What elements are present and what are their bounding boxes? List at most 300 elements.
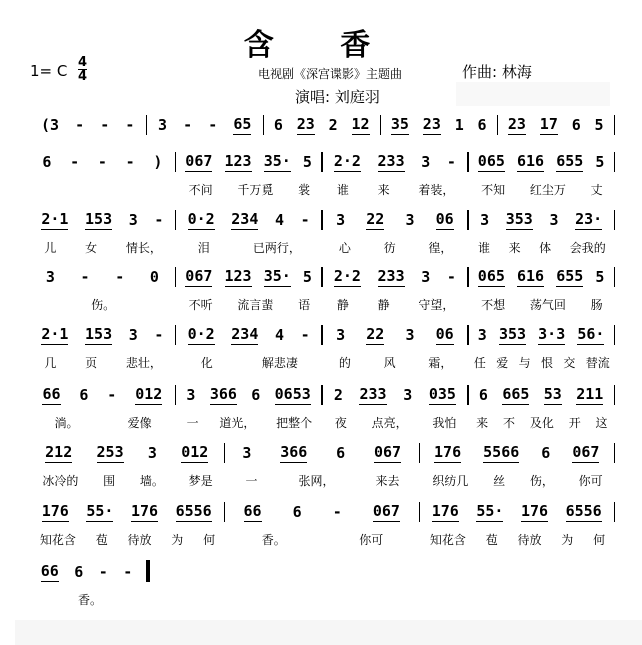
lyric-segment — [469, 239, 615, 256]
measure — [469, 325, 614, 345]
lyric-word: 为 — [171, 533, 184, 547]
note: 3 — [405, 211, 415, 229]
note: 5 — [595, 268, 605, 286]
lyric-word: 香。 — [261, 533, 286, 547]
lyric-word: 会我的 — [569, 241, 606, 255]
notes-row — [30, 267, 615, 287]
notes-row — [30, 115, 615, 135]
measure — [30, 443, 224, 463]
note: 233 — [377, 152, 405, 170]
lyric-word: 已两行， — [252, 241, 301, 255]
lyric-word: 来 — [377, 183, 390, 197]
bar-line — [614, 502, 616, 522]
note: 067 — [372, 502, 400, 520]
lyric-word: 知花含 — [429, 533, 466, 547]
note: 6 — [541, 444, 551, 462]
note: - — [183, 116, 193, 134]
lyric-word: 静 — [336, 298, 349, 312]
note: ) — [153, 153, 163, 171]
note: 23 — [296, 115, 315, 133]
note: 067 — [374, 443, 402, 461]
note: 22 — [366, 325, 385, 343]
lyrics-row — [30, 355, 615, 371]
note: - — [446, 153, 456, 171]
lyric-word: 来去 — [375, 474, 400, 488]
note: 6 — [292, 503, 302, 521]
lyric-word: 红尘万 — [529, 183, 566, 197]
lyric-word: 谁 — [478, 241, 491, 255]
measure — [30, 268, 175, 287]
note: 6556 — [175, 502, 212, 520]
note: 6 — [273, 116, 283, 134]
singer: 演唱: 刘庭羽 — [295, 88, 380, 106]
lyric-segment — [323, 354, 469, 371]
note: 153 — [85, 325, 113, 343]
lyric-word: 谁 — [336, 183, 349, 197]
lyric-word: 道光， — [219, 416, 256, 430]
lyrics-row — [30, 182, 615, 198]
measure — [30, 210, 175, 230]
measure — [381, 115, 497, 135]
measure — [264, 115, 380, 135]
lyric-segment — [323, 181, 469, 198]
measure — [420, 443, 614, 463]
bar-line — [614, 115, 616, 135]
lyric-word: 张网， — [298, 474, 335, 488]
note: 035 — [428, 385, 456, 403]
lyric-segment — [469, 296, 615, 313]
lyric-word: 体 — [539, 241, 552, 255]
note: 2·2 — [333, 267, 361, 285]
lyric-segment — [469, 354, 615, 371]
lyric-word: 恨 — [541, 356, 554, 370]
note: 3 — [128, 211, 138, 229]
lyric-segment — [420, 531, 615, 548]
note: 06 — [435, 210, 454, 228]
note: 616 — [517, 152, 545, 170]
lyric-word: 你可 — [359, 533, 384, 547]
lyric-word: 来 — [476, 416, 489, 430]
note: 6 — [79, 386, 89, 404]
measure — [323, 210, 468, 230]
lyric-word: 流言蜚 — [237, 298, 274, 312]
note: - — [332, 503, 342, 521]
lyric-word: 待放 — [127, 533, 152, 547]
note: 06 — [435, 325, 454, 343]
lyric-word: 静 — [377, 298, 390, 312]
note: - — [154, 326, 164, 344]
lyrics-row — [30, 592, 150, 608]
lyric-word: 肠 — [590, 298, 603, 312]
note: 17 — [539, 115, 558, 133]
note: 6 — [336, 444, 346, 462]
lyric-segment — [176, 414, 322, 431]
measure — [30, 562, 143, 582]
bar-line — [614, 152, 616, 172]
note: 3·3 — [538, 325, 566, 343]
note: 353 — [498, 325, 527, 343]
lyrics-row — [30, 297, 615, 313]
note: 366 — [280, 443, 308, 461]
note: 22 — [366, 210, 385, 228]
measure — [420, 502, 614, 522]
notes-row — [30, 562, 150, 582]
lyric-word: 霜， — [428, 356, 453, 370]
lyric-word: 悲壮， — [125, 356, 162, 370]
note: 0·2 — [187, 210, 215, 228]
measure — [225, 502, 419, 522]
note: 3 — [186, 386, 196, 404]
note: 2 — [328, 116, 338, 134]
note: 233 — [359, 385, 387, 403]
note: - — [125, 153, 135, 171]
lyric-segment — [176, 354, 322, 371]
lyric-word: 我怕 — [432, 416, 457, 430]
lyric-word: 伤， — [529, 474, 554, 488]
note: 3 — [147, 444, 157, 462]
notes-row — [30, 443, 615, 463]
lyric-word: 风 — [383, 356, 396, 370]
lyrics-row — [30, 532, 615, 548]
note: 176 — [434, 443, 462, 461]
note: - — [80, 268, 90, 286]
note: - — [125, 116, 135, 134]
lyric-segment — [323, 414, 469, 431]
measure — [30, 385, 175, 405]
note: 123 — [224, 267, 252, 285]
note: - — [115, 268, 125, 286]
measure — [323, 385, 468, 405]
lyric-word: 丝 — [493, 474, 506, 488]
lyric-word: 把整个 — [276, 416, 313, 430]
note: 3 — [403, 386, 413, 404]
lyric-word: 语 — [298, 298, 311, 312]
lyric-word: 淌。 — [54, 416, 79, 430]
note: 4 — [275, 211, 285, 229]
note: 3 — [421, 153, 431, 171]
measure — [176, 152, 321, 172]
lyric-word: 不听 — [188, 298, 213, 312]
lyric-word: 的 — [338, 356, 351, 370]
bar-line — [614, 267, 616, 287]
note: 6 — [42, 153, 52, 171]
lyrics-row — [30, 240, 615, 256]
note: - — [446, 268, 456, 286]
lyric-segment — [469, 414, 615, 431]
note: 6 — [478, 386, 488, 404]
lyric-segment — [469, 181, 615, 198]
lyric-word: 页 — [85, 356, 98, 370]
note: 3 — [405, 326, 415, 344]
lyrics-row — [30, 473, 615, 489]
lyric-word: 开 — [568, 416, 581, 430]
note: 353 — [505, 210, 533, 228]
lyric-word: 一 — [245, 474, 258, 488]
note: 153 — [85, 210, 113, 228]
note: 1 — [454, 116, 464, 134]
note: 3 — [549, 211, 559, 229]
blank-patch — [456, 82, 610, 106]
lyric-segment — [30, 296, 176, 313]
note: (3 — [41, 116, 60, 134]
notes-row — [30, 502, 615, 522]
lyric-word: 化 — [200, 356, 213, 370]
lyric-segment — [176, 181, 322, 198]
note: 53 — [543, 385, 562, 403]
note: 3 — [477, 326, 487, 344]
lyric-word: 围 — [103, 474, 116, 488]
note: 3 — [242, 444, 252, 462]
lyric-word: 香。 — [77, 593, 102, 607]
note: 5566 — [483, 443, 520, 461]
lyric-word: 丈 — [590, 183, 603, 197]
note: 123 — [224, 152, 252, 170]
note: 6 — [74, 563, 84, 581]
note: 6 — [477, 116, 487, 134]
note: 665 — [502, 385, 530, 403]
lyric-word: 来 — [508, 241, 521, 255]
note: 0 — [149, 268, 159, 286]
note: 6 — [571, 116, 581, 134]
lyric-word: 不 — [503, 416, 516, 430]
lyric-segment — [30, 414, 176, 431]
lyric-word: 交 — [563, 356, 576, 370]
lyric-word: 为 — [561, 533, 574, 547]
note: 6 — [251, 386, 261, 404]
lyric-word: 彷 — [383, 241, 396, 255]
note: - — [100, 116, 110, 134]
note: 067 — [572, 443, 600, 461]
measure — [469, 152, 614, 172]
lyric-segment — [30, 472, 225, 489]
lyric-word: 你可 — [578, 474, 603, 488]
composer: 作曲: 林海 — [462, 63, 532, 81]
lyric-word: 徨， — [428, 241, 453, 255]
measure — [147, 115, 263, 135]
note: 65 — [233, 115, 252, 133]
lyric-word: 儿 — [44, 241, 57, 255]
note: 35· — [263, 267, 291, 285]
measure — [30, 153, 175, 172]
note: 55· — [86, 502, 114, 520]
lyric-segment — [420, 472, 615, 489]
measure — [30, 325, 175, 345]
bar-line — [614, 443, 616, 463]
lyric-word: 着装， — [418, 183, 455, 197]
note: - — [75, 116, 85, 134]
lyric-segment — [323, 296, 469, 313]
note: 5 — [302, 153, 312, 171]
lyric-word: 这 — [595, 416, 608, 430]
subtitle: 电视剧《深宫谍影》主题曲 — [258, 67, 403, 81]
note: - — [97, 153, 107, 171]
note: 012 — [135, 385, 163, 403]
note: - — [208, 116, 218, 134]
lyric-segment — [176, 296, 322, 313]
lyric-word: 何 — [203, 533, 216, 547]
measure — [323, 152, 468, 172]
lyric-word: 与 — [518, 356, 531, 370]
note: - — [154, 211, 164, 229]
lyric-word: 知花含 — [39, 533, 76, 547]
note: 3 — [45, 268, 55, 286]
note: 5 — [595, 153, 605, 171]
note: - — [107, 386, 117, 404]
note: 176 — [520, 502, 549, 520]
measure — [30, 502, 224, 522]
note: 66 — [243, 502, 262, 520]
note: 065 — [477, 152, 505, 170]
note: 253 — [96, 443, 124, 461]
note: 5 — [594, 116, 604, 134]
note: 3 — [336, 326, 346, 344]
lyric-segment — [323, 239, 469, 256]
lyric-word: 裳 — [298, 183, 311, 197]
note: 655 — [556, 267, 584, 285]
note: 6556 — [565, 502, 602, 520]
note: 3 — [158, 116, 168, 134]
lyric-word: 几 — [44, 356, 57, 370]
measure — [176, 325, 321, 345]
note: 23 — [422, 115, 441, 133]
lyric-word: 不问 — [188, 183, 213, 197]
measure — [176, 385, 321, 405]
note: - — [98, 563, 108, 581]
lyric-segment — [176, 239, 322, 256]
lyric-word: 情长， — [125, 241, 162, 255]
bar-line — [146, 560, 150, 582]
lyric-word: 解悲凄 — [261, 356, 298, 370]
bar-line — [614, 210, 616, 230]
note: 234 — [231, 210, 259, 228]
lyric-word: 织纺几 — [432, 474, 469, 488]
lyric-word: 苞 — [485, 533, 498, 547]
lyric-segment — [30, 239, 176, 256]
lyric-word: 苞 — [95, 533, 108, 547]
note: 065 — [477, 267, 505, 285]
note: - — [300, 326, 310, 344]
measure — [469, 210, 614, 230]
time-signature: 4 4 — [78, 55, 88, 84]
note: 234 — [231, 325, 259, 343]
lyric-word: 及化 — [529, 416, 554, 430]
lyric-segment — [225, 472, 420, 489]
lyric-word: 守望， — [418, 298, 455, 312]
song-title: 含 香 — [243, 28, 399, 63]
note: 2·1 — [41, 210, 69, 228]
note: 3 — [128, 326, 138, 344]
measure — [469, 267, 614, 287]
lyric-word: 墙。 — [139, 474, 164, 488]
lyric-word: 任 — [473, 356, 486, 370]
measure — [30, 116, 146, 135]
note: 35 — [390, 115, 409, 133]
measure — [176, 210, 321, 230]
lyric-word: 伤。 — [91, 298, 116, 312]
lyric-word: 心 — [338, 241, 351, 255]
note: 4 — [275, 326, 285, 344]
note: 55· — [476, 502, 504, 520]
lyrics-row — [30, 415, 615, 431]
note: 616 — [517, 267, 545, 285]
lyric-word: 不知 — [481, 183, 506, 197]
lyric-word: 荡气回 — [529, 298, 566, 312]
lyric-word: 梦是 — [188, 474, 213, 488]
notes-row — [30, 210, 615, 230]
note: 23 — [507, 115, 526, 133]
lyric-segment — [30, 354, 176, 371]
lyric-word: 夜 — [334, 416, 347, 430]
lyric-word: 爱像 — [127, 416, 152, 430]
note: 35· — [263, 152, 291, 170]
lyric-word: 爱 — [496, 356, 509, 370]
note: 012 — [181, 443, 209, 461]
note: 176 — [41, 502, 69, 520]
note: 176 — [431, 502, 459, 520]
lyric-word: 冰冷的 — [42, 474, 79, 488]
footer-strip — [15, 620, 642, 645]
note: 2·2 — [333, 152, 361, 170]
lyric-word: 点亮， — [371, 416, 408, 430]
note: - — [70, 153, 80, 171]
note: 56· — [577, 325, 605, 343]
measure — [323, 267, 468, 287]
key-signature: 1= C — [30, 62, 68, 80]
note: 067 — [185, 267, 213, 285]
note: 23· — [575, 210, 603, 228]
measure — [176, 267, 321, 287]
measure — [225, 443, 419, 463]
measure — [323, 325, 468, 345]
measure — [469, 385, 614, 405]
note: - — [123, 563, 133, 581]
lyric-word: 女 — [85, 241, 98, 255]
note: 655 — [556, 152, 584, 170]
note: 366 — [209, 385, 237, 403]
note: 067 — [185, 152, 213, 170]
measure — [498, 115, 614, 135]
note: 12 — [351, 115, 370, 133]
lyric-word: 替流 — [585, 356, 610, 370]
note: 212 — [45, 443, 73, 461]
note: 3 — [421, 268, 431, 286]
bar-line — [614, 325, 616, 345]
lyric-word: 何 — [593, 533, 606, 547]
note: - — [300, 211, 310, 229]
note: 66 — [40, 562, 59, 580]
lyric-word: 待放 — [517, 533, 542, 547]
bar-line — [614, 385, 616, 405]
note: 233 — [377, 267, 405, 285]
note: 0653 — [274, 385, 311, 403]
lyric-word: 不想 — [481, 298, 506, 312]
lyric-word: 千万覓 — [237, 183, 274, 197]
notes-row — [30, 385, 615, 405]
lyric-segment — [30, 591, 150, 608]
lyric-word: 一 — [186, 416, 199, 430]
note: 3 — [480, 211, 490, 229]
note: 3 — [336, 211, 346, 229]
notes-row — [30, 325, 615, 345]
note: 0·2 — [187, 325, 215, 343]
note: 5 — [302, 268, 312, 286]
lyric-word: 泪 — [197, 241, 210, 255]
note: 66 — [42, 385, 61, 403]
lyric-segment — [225, 531, 420, 548]
note: 211 — [576, 385, 604, 403]
note: 176 — [130, 502, 159, 520]
note: 2 — [333, 386, 343, 404]
